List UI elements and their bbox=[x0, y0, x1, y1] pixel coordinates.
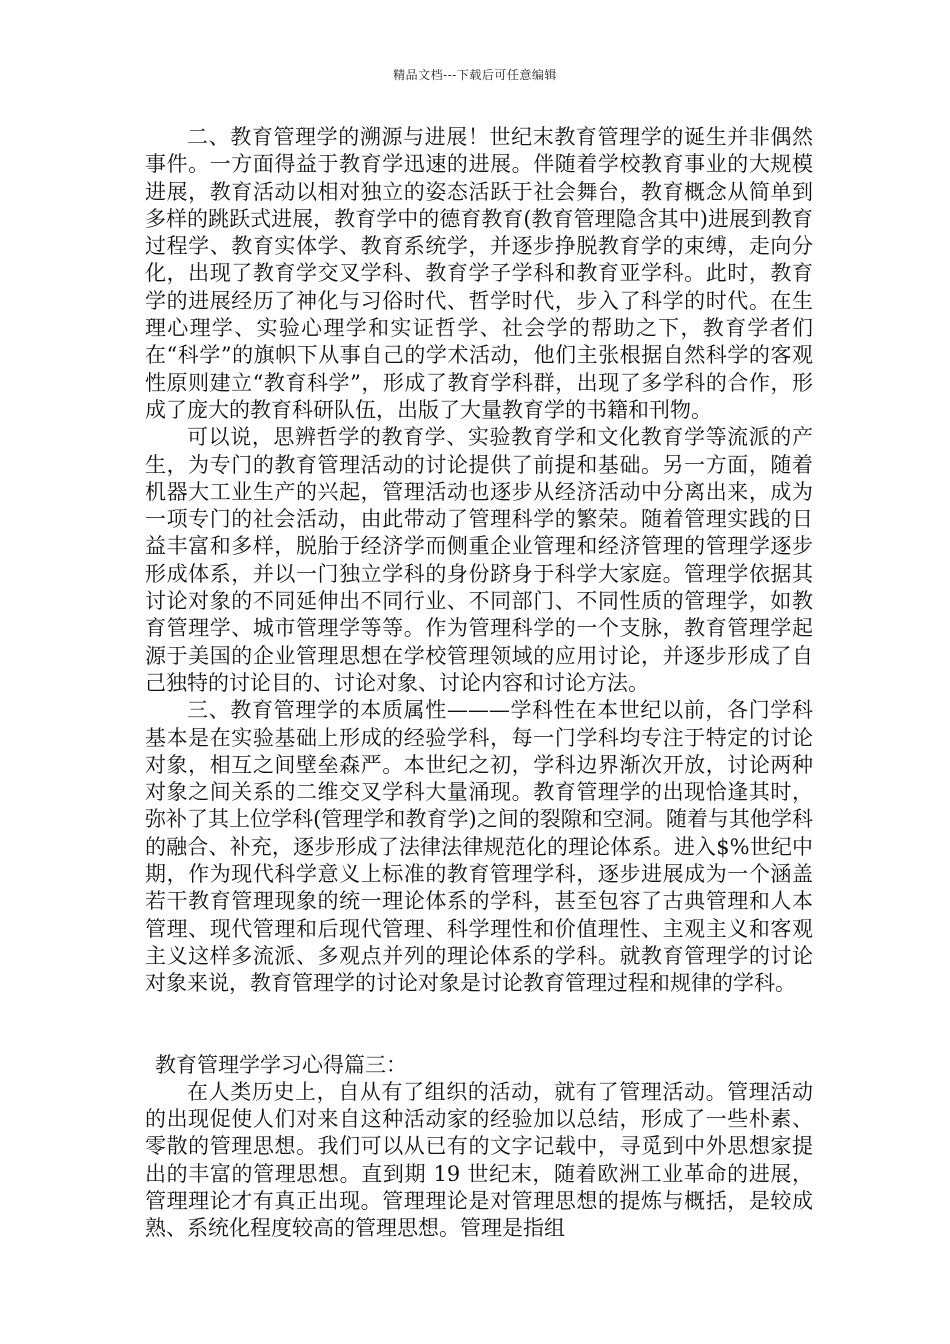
section-spacer bbox=[145, 998, 813, 1052]
paragraph-nature: 三、教育管理学的本质属性———学科性在本世纪以前，各门学科基本是在实验基础上形成的经验学科，每一门学科均专注于特定的讨论对象，相互之间壁垒森严。本世纪之初，学科边界渐次开放，讨论两种对象之间关系的二维交叉学科大量涌现。教育管理学的出现恰逢其时，弥补了其上位学科(管理学和教育学)之间的裂隙和空洞。随着与其他学科的融合、补充，逐步形成了法律法律规范化的理论体系。进入$%世纪中期，作为现代科学意义上标准的教育管理学科，逐步进展成为一个涵盖若干教育管理现象的统一理论体系的学科，甚至包容了古典管理和人本管理、现代管理和后现代管理、科学理性和价值理性、主观主义和客观主义这样多流派、多观点并列的理论体系的学科。就教育管理学的讨论对象来说，教育管理学的讨论对象是讨论教育管理过程和规律的学科。 bbox=[145, 698, 813, 996]
paragraph-foundation: 可以说，思辨哲学的教育学、实验教育学和文化教育学等流派的产生，为专门的教育管理活动的讨论提供了前提和基础。另一方面，随着机器大工业生产的兴起，管理活动也逐步从经济活动中分离出来，成为一项专门的社会活动，由此带动了管理科学的繁荣。随着管理实践的日益丰富和多样，脱胎于经济学而侧重企业管理和经济管理的管理学逐步形成体系，并以一门独立学科的身份跻身于科学大家庭。管理学依据其讨论对象的不同延伸出不同行业、不同部门、不同性质的管理学，如教育管理学、城市管理学等等。作为管理科学的一个支脉，教育管理学起源于美国的企业管理思想在学校管理领域的应用讨论，并逐步形成了自己独特的讨论目的、讨论对象、讨论内容和讨论方法。 bbox=[145, 425, 813, 695]
section-title: 教育管理学学习心得篇三： bbox=[155, 1052, 407, 1077]
paragraph-history: 二、教育管理学的溯源与进展！世纪末教育管理学的诞生并非偶然事件。一方面得益于教育学迅速的进展。伴随着学校教育事业的大规模进展，教育活动以相对独立的姿态活跃于社会舞台，教育概念从简单到多样的跳跃式进展，教育学中的德育教育(教育管理隐含其中)进展到教育过程学、教育实体学、教育系统学，并逐步挣脱教育学的束缚，走向分化，出现了教育学交叉学科、教育学子学科和教育亚学科。此时，教育学的进展经历了神化与习俗时代、哲学时代，步入了科学的时代。在生理心理学、实验心理学和实证哲学、社会学的帮助之下，教育学者们在“科学”的旗帜下从事自己的学术活动，他们主张根据自然科学的客观性原则建立“教育科学”，形成了教育学科群，出现了多学科的合作，形成了庞大的教育科研队伍，出版了大量教育学的书籍和刊物。 bbox=[145, 125, 813, 422]
document-body bbox=[145, 124, 813, 1243]
page-header: 精品文档---下载后可任意编辑 bbox=[393, 68, 557, 82]
paragraph-management-theory: 在人类历史上，自从有了组织的活动，就有了管理活动。管理活动的出现促使人们对来自这种活动家的经验加以总结，形成了一些朴素、零散的管理思想。我们可以从已有的文字记载中，寻觅到中外思想家提出的丰富的管理思想。直到期 19 世纪末，随着欧洲工业革命的进展，管理理论才有真正出现。管理理论是对管理思想的提炼与概括，是较成熟、系统化程度较高的管理思想。管理是指组 bbox=[145, 1079, 813, 1241]
